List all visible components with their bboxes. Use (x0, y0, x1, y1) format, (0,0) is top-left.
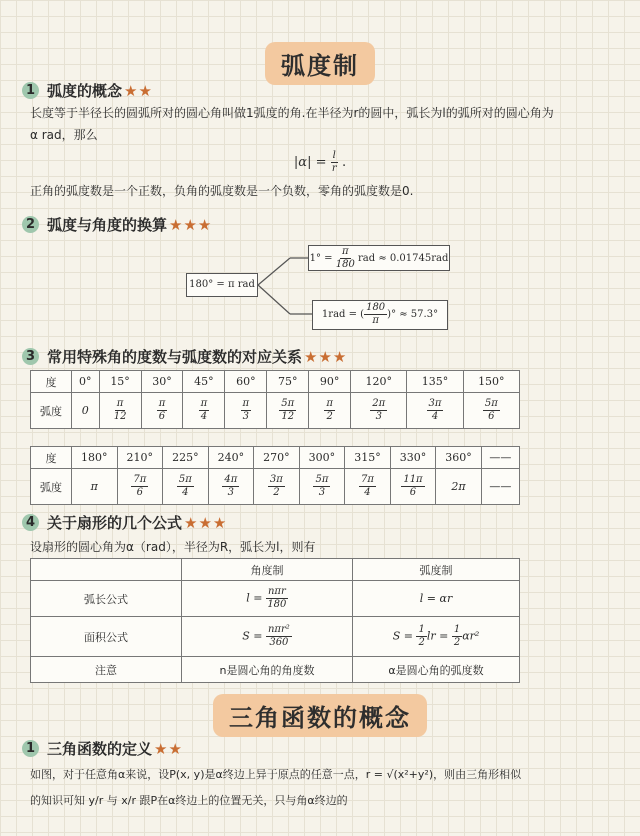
radian-cell (407, 393, 463, 429)
sector-formula-table (30, 558, 520, 683)
paragraph: α rad，那么 (30, 128, 98, 142)
degree-to-radian-box: 1° = $\frac{\pi}{180}$ rad ≈ 0.01745rad (309, 246, 449, 270)
row-label: 注意 (31, 657, 182, 683)
radian-cell (163, 469, 209, 505)
section-heading (22, 512, 227, 533)
header-cell: 角度制 (182, 559, 353, 581)
degree-cell: 330° (390, 447, 436, 469)
radian-cell (183, 393, 225, 429)
section-heading (22, 738, 183, 759)
radian-cell (345, 469, 391, 505)
section-title: 弧度与角度的换算 (47, 216, 168, 234)
star-icon: ★★★ (304, 347, 348, 366)
row-label: 度 (31, 447, 72, 469)
table-header-row (31, 559, 520, 581)
section-heading (22, 80, 153, 101)
angle-table-1 (30, 370, 520, 429)
section-number: 3 (22, 348, 39, 365)
section-title: 三角函数的定义 (47, 740, 153, 758)
row-label: 面积公式 (31, 617, 182, 657)
radian-cell (309, 393, 351, 429)
fraction: $\frac{5\pi}{3}$ (315, 474, 329, 498)
degree-cell: 270° (254, 447, 300, 469)
degree-cell: 75° (267, 371, 309, 393)
fraction: $\frac{\pi}{6}$ (158, 398, 166, 422)
conversion-base-box: 180° = π rad (186, 273, 258, 297)
degree-cell: 60° (225, 371, 267, 393)
degree-cell: 45° (183, 371, 225, 393)
fraction: $\frac{5\pi}{12}$ (281, 398, 295, 422)
star-icon: ★★★ (184, 513, 228, 532)
radian-cell (225, 393, 267, 429)
radian-cell: π (72, 469, 118, 505)
radian-cell: 2π (436, 469, 482, 505)
degree-cell: 90° (309, 371, 351, 393)
fraction: $\frac{\pi}{2}$ (326, 398, 333, 422)
radian-cell (299, 469, 345, 505)
degree-cell: 180° (72, 447, 118, 469)
degree-cell: 240° (208, 447, 254, 469)
row-label: 度 (31, 371, 72, 393)
table-row (31, 617, 520, 657)
radian-cell (390, 469, 436, 505)
section-title: 关于扇形的几个公式 (47, 514, 183, 532)
radian-cell: 0 (72, 393, 100, 429)
section-number: 1 (22, 82, 39, 99)
fraction: $\frac{7\pi}{4}$ (360, 474, 374, 498)
radian-cell: —— (481, 469, 519, 505)
degree-cell: 150° (463, 371, 519, 393)
paragraph: 正角的弧度数是一个正数，负角的弧度数是一个负数，零角的弧度数是0. (30, 184, 414, 198)
star-icon: ★★ (154, 739, 183, 758)
paragraph: 长度等于半径长的圆弧所对的圆心角叫做1弧度的角.在半径为r的圆中，弧长为l的弧所对的圆心角为 (30, 106, 554, 120)
formula-cell: l = αr (353, 581, 520, 617)
page-title-2: 三角函数的概念 (213, 694, 427, 737)
degree-cell: —— (481, 447, 519, 469)
note-cell: α是圆心角的弧度数 (353, 657, 520, 683)
radian-cell (208, 469, 254, 505)
fraction: $\frac{11\pi}{6}$ (403, 474, 423, 498)
row-label: 弧度 (31, 469, 72, 505)
degree-cell: 210° (117, 447, 163, 469)
degree-cell: 15° (99, 371, 141, 393)
formula-cell: S = $\frac{\text{nπr²}}{360}$ (182, 617, 353, 657)
section-heading (22, 346, 347, 367)
paragraph: 如图，对于任意角α来说，设P(x, y)是α终边上异于原点的任意一点，r = √(x²+y²)，则由三角形相似 (30, 768, 522, 781)
degree-cell: 360° (436, 447, 482, 469)
formula-cell: S = $\frac{1}{2}$ lr = $\frac{1}{2}$ αr² (353, 617, 520, 657)
page-title: 弧度制 (265, 42, 375, 85)
degree-cell: 0° (72, 371, 100, 393)
table-row-degrees (31, 447, 520, 469)
radian-cell (141, 393, 183, 429)
paragraph: 设扇形的圆心角为α（rad），半径为R，弧长为l，则有 (30, 540, 316, 554)
degree-cell: 225° (163, 447, 209, 469)
formula: |α| = $\frac{l}{r}$ . (293, 150, 347, 174)
fraction: $\frac{3\pi}{2}$ (269, 474, 283, 498)
fraction: $\frac{4\pi}{3}$ (224, 474, 238, 498)
star-icon: ★★ (124, 81, 153, 100)
row-label: 弧度 (31, 393, 72, 429)
fraction: $\frac{2\pi}{3}$ (372, 398, 386, 422)
table-row-degrees (31, 371, 520, 393)
table-row-radians (31, 393, 520, 429)
radian-cell (463, 393, 519, 429)
header-cell: 弧度制 (353, 559, 520, 581)
section-title: 常用特殊角的度数与弧度数的对应关系 (47, 348, 303, 366)
table-row-radians (31, 469, 520, 505)
paragraph: 的知识可知 y/r 与 x/r 跟P在α终边上的位置无关，只与角α终边的 (30, 794, 348, 807)
formula-cell: l = $\frac{\text{nπr}}{180}$ (182, 581, 353, 617)
radian-cell (267, 393, 309, 429)
section-number: 4 (22, 514, 39, 531)
row-label: 弧长公式 (31, 581, 182, 617)
fraction: $\frac{3\pi}{4}$ (428, 398, 442, 422)
radian-cell (117, 469, 163, 505)
degree-cell: 300° (299, 447, 345, 469)
radian-to-degree-box: 1rad = ( $\frac{180}{\pi}$ )° ≈ 57.3° (312, 300, 448, 330)
radian-cell (351, 393, 407, 429)
section-heading (22, 214, 212, 235)
fraction: $\frac{7\pi}{6}$ (133, 474, 147, 498)
angle-table-2 (30, 446, 520, 505)
degree-cell: 315° (345, 447, 391, 469)
degree-cell: 120° (351, 371, 407, 393)
radian-cell (99, 393, 141, 429)
section-number: 2 (22, 216, 39, 233)
table-row (31, 657, 520, 683)
fraction: $\frac{\pi}{4}$ (200, 398, 208, 422)
degree-cell: 30° (141, 371, 183, 393)
fraction: $\frac{5\pi}{6}$ (484, 398, 498, 422)
header-cell-empty (31, 559, 182, 581)
section-number: 1 (22, 740, 39, 757)
fraction: $\frac{5\pi}{4}$ (178, 474, 192, 498)
section-title: 弧度的概念 (47, 82, 123, 100)
note-cell: n是圆心角的角度数 (182, 657, 353, 683)
degree-cell: 135° (407, 371, 463, 393)
fraction: $\frac{\pi}{3}$ (242, 398, 250, 422)
radian-cell (254, 469, 300, 505)
table-row (31, 581, 520, 617)
star-icon: ★★★ (169, 215, 213, 234)
fraction: $\frac{\pi}{12}$ (113, 398, 127, 422)
